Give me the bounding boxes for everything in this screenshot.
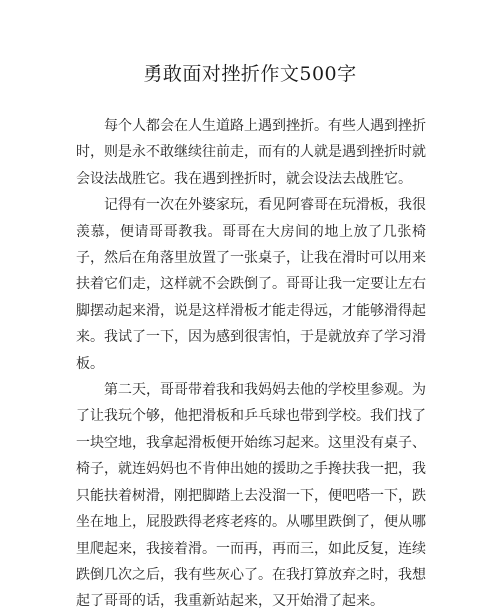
paragraph-1: 每个人都会在人生道路上遇到挫折。有些人遇到挫折时，则是永不敢继续往前走，而有的人就是遇到挫折时就会设法战胜它。我在遇到挫折时，就会设法去战胜它。 <box>76 118 426 187</box>
document-title: 勇敢面对挫折作文500字 <box>143 63 357 85</box>
article-body <box>76 113 426 615</box>
paragraph-2: 记得有一次在外婆家玩，看见阿睿哥在玩滑板，我很羡慕，便请哥哥教我。哥哥在大房间的地上放了几张椅子，然后在角落里放置了一张桌子，让我在滑时可以用来扶着它们走，这样就不会跌倒了。哥哥让我一定要让左右脚摆动起来滑，说是这样滑板才能走得远，才能够滑得起来。我试了一下，因为感到很害怕，于是就放弃了学习滑板。 <box>76 197 426 372</box>
paragraph-3: 第二天，哥哥带着我和我妈妈去他的学校里参观。为了让我玩个够，他把滑板和乒乓球也带到学校。我们找了一块空地，我拿起滑板便开始练习起来。这里没有桌子、椅子，就连妈妈也不肯伸出她的援助之手搀扶我一把，我只能扶着树滑，刚把脚踏上去没溜一下，便吧嗒一下，跌坐在地上，屁股跌得老疼老疼的。从哪里跌倒了，便从哪里爬起来，我接着滑。一而再，再而三，如此反复，连续跌倒几次之后，我有些灰心了。在我打算放弃之时，我想起了哥哥的话，我重新站起来，又开始滑了起来。 <box>76 382 426 610</box>
